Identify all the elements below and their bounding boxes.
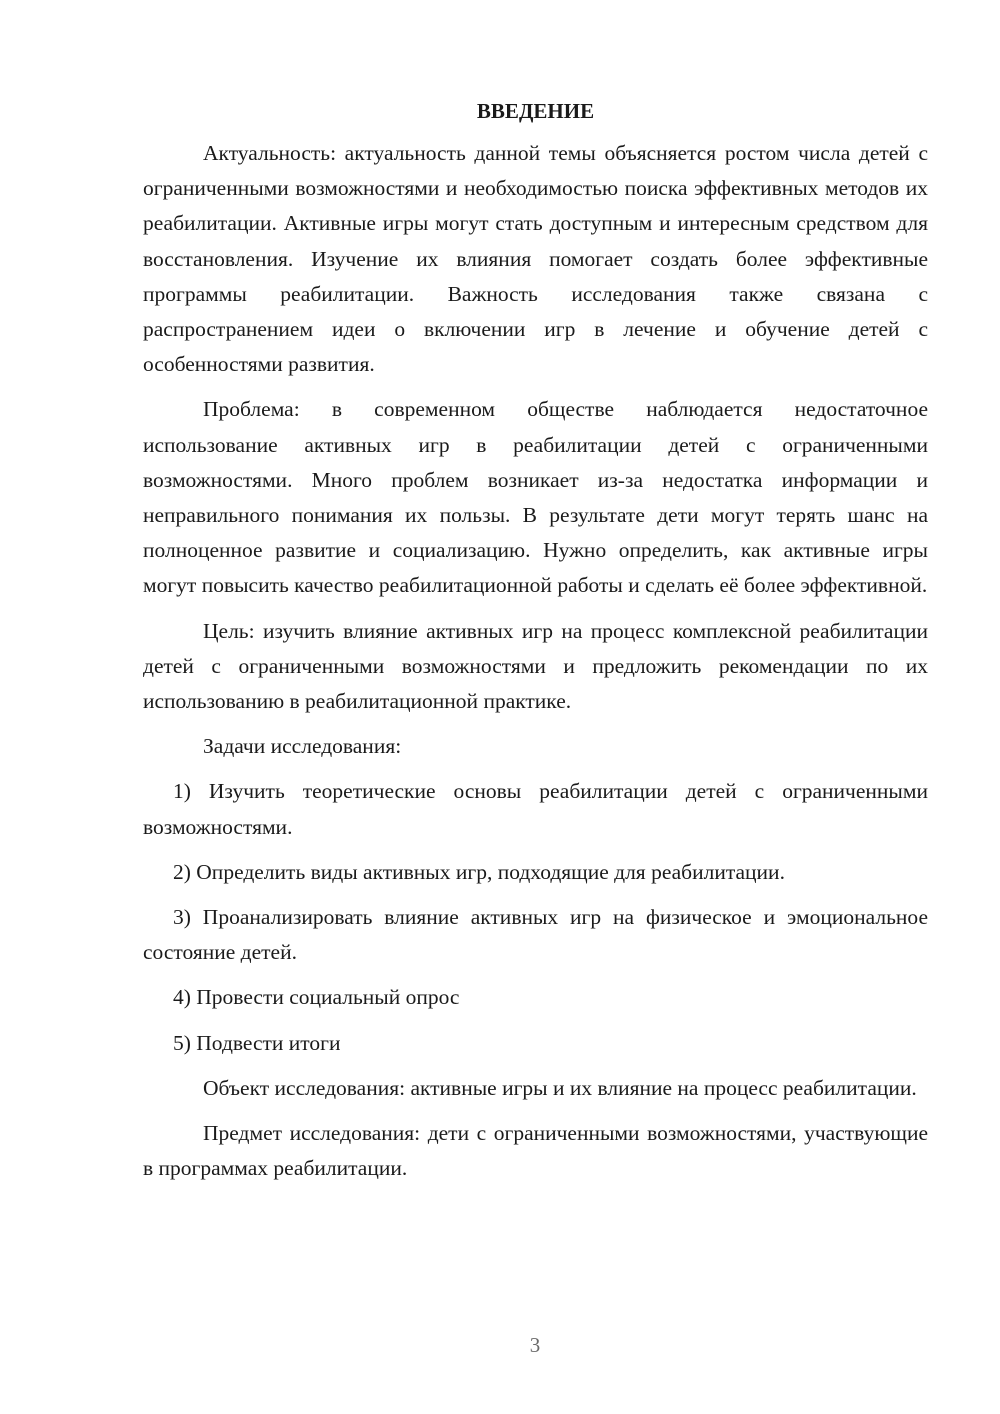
paragraph-relevance: Актуальность: актуальность данной темы объясняется ростом числа детей с ограниченными возможностями и необходимостью поиска эффективных методов их реабилитации. Активные игры могут стать доступным и интересным средством для восстановления. Изучение их влияния помогает создать более эффективные программы реабилитации. Важность исследования также связана с распространением идеи о включении игр в лечение и обучение детей с особенностями развития. [143,141,928,377]
paragraph-problem: Проблема: в современном обществе наблюдается недостаточное использование активных игр в реабилитации детей с ограниченными возможностями. Много проблем возникает из-за недостатка информации и неправильного понимания их пользы. В результате дети могут терять шанс на полноценное развитие и социализацию. Нужно определить, как активные игры могут повысить качество реабилитационной работы и сделать её более эффективной. [143,397,928,598]
tasks-heading: Задачи исследования: [203,734,402,759]
task-item-4: 4) Провести социальный опрос [173,985,460,1010]
task-item-1: 1) Изучить теоретические основы реабилитации детей с ограниченными возможностями. [143,779,928,839]
task-item-2: 2) Определить виды активных игр, подходящие для реабилитации. [173,859,785,884]
page-content [143,96,928,1196]
paragraph-goal: Цель: изучить влияние активных игр на процесс комплексной реабилитации детей с ограниченными возможностями и предложить рекомендации по их использованию в реабилитационной практике. [143,618,928,714]
task-item-5: 5) Подвести итоги [173,1030,341,1055]
paragraph-subject: Предмет исследования: дети с ограниченными возможностями, участвующие в программах реабилитации. [143,1121,928,1181]
paragraph-object: Объект исследования: активные игры и их влияние на процесс реабилитации. [203,1075,917,1100]
page-number: 3 [529,1333,541,1357]
page-title: ВВЕДЕНИЕ [476,99,595,123]
task-item-3: 3) Проанализировать влияние активных игр на физическое и эмоциональное состояние детей. [143,905,928,965]
